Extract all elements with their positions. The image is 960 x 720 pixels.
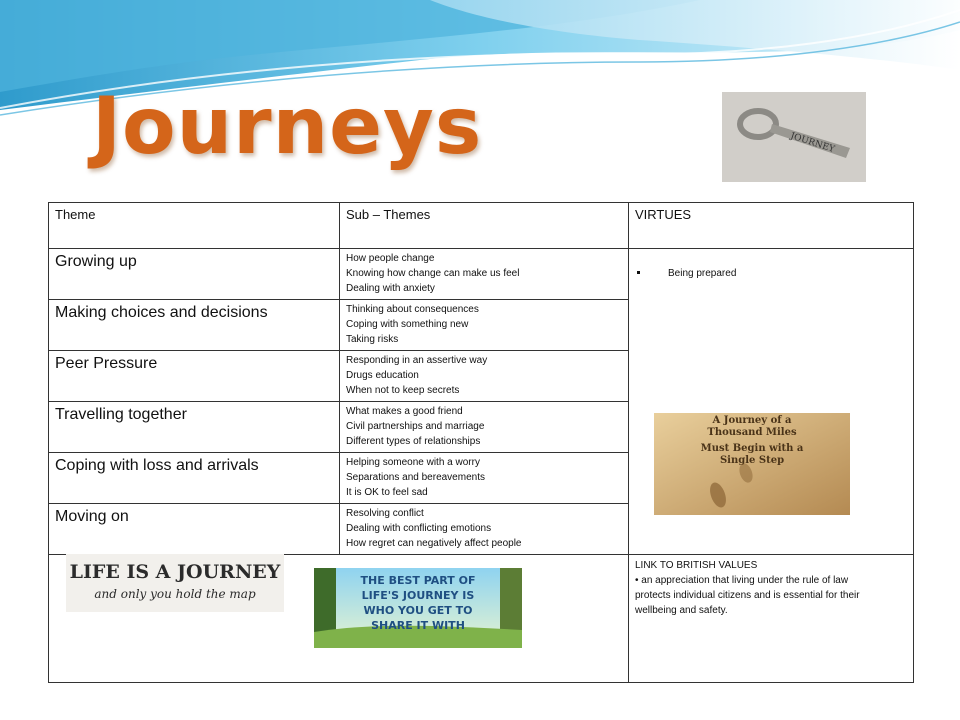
- footprint-quote-line: Must Begin with a: [700, 443, 804, 454]
- footprint-quote-line: Thousand Miles: [707, 427, 797, 438]
- british-values-heading: LINK TO BRITISH VALUES: [635, 560, 758, 571]
- theme-cell: Coping with loss and arrivals: [49, 453, 340, 504]
- subtheme-item: Knowing how change can make us feel: [346, 268, 520, 279]
- subtheme-item: Thinking about consequences: [346, 304, 479, 315]
- subtheme-item: How regret can negatively affect people: [346, 538, 522, 549]
- footprint-quote-line: Single Step: [719, 455, 785, 466]
- british-values-line: • an appreciation that living under the rule of law: [635, 575, 849, 586]
- subtheme-cell: [340, 402, 629, 453]
- key-label: JOURNEY: [789, 131, 836, 155]
- british-values-line: protects individual citizens and is essential for their: [635, 590, 860, 601]
- subtheme-cell: [340, 504, 629, 555]
- virtue-label: Being prepared: [668, 268, 737, 279]
- subtheme-item: Dealing with anxiety: [346, 283, 435, 294]
- share-image-line: LIFE'S JOURNEY IS: [361, 589, 475, 602]
- subtheme-item: Drugs education: [346, 370, 419, 381]
- footprint-quote-line: A Journey of a: [712, 415, 792, 426]
- best-part-journey-image: [314, 568, 522, 648]
- table-row: [49, 249, 914, 300]
- subtheme-item: What makes a good friend: [346, 406, 463, 417]
- virtue-item: [635, 268, 907, 279]
- life-image-line: LIFE IS A JOURNEY: [69, 561, 281, 583]
- subtheme-item: Civil partnerships and marriage: [346, 421, 485, 432]
- subtheme-item: When not to keep secrets: [346, 385, 460, 396]
- share-image-line: THE BEST PART OF: [360, 574, 476, 587]
- subtheme-item: Separations and bereavements: [346, 472, 485, 483]
- theme-cell: Peer Pressure: [49, 351, 340, 402]
- british-values-line: wellbeing and safety.: [635, 605, 728, 616]
- subtheme-item: Dealing with conflicting emotions: [346, 523, 492, 534]
- header-theme: Theme: [49, 203, 340, 249]
- subtheme-item: How people change: [346, 253, 435, 264]
- header-virtues: VIRTUES: [629, 203, 914, 249]
- subtheme-item: Resolving conflict: [346, 508, 424, 519]
- key-journey-image: [722, 92, 866, 182]
- subtheme-item: It is OK to feel sad: [346, 487, 428, 498]
- british-values-cell: [629, 555, 914, 683]
- share-image-line: WHO YOU GET TO: [363, 604, 473, 617]
- footprint-quote-image: [654, 413, 850, 515]
- subtheme-item: Taking risks: [346, 334, 399, 345]
- subtheme-item: Different types of relationships: [346, 436, 481, 447]
- life-image-line: and only you hold the map: [94, 587, 256, 601]
- theme-cell: Moving on: [49, 504, 340, 555]
- subtheme-cell: [340, 453, 629, 504]
- table-header-row: [49, 203, 914, 249]
- share-image-line: SHARE IT WITH: [371, 619, 465, 632]
- subtheme-item: Helping someone with a worry: [346, 457, 480, 468]
- subtheme-cell: [340, 249, 629, 300]
- subtheme-cell: [340, 351, 629, 402]
- theme-cell: Travelling together: [49, 402, 340, 453]
- bullet-square-icon: [637, 271, 640, 274]
- subtheme-cell: [340, 300, 629, 351]
- life-is-a-journey-image: [66, 554, 284, 612]
- page-title: Journeys: [92, 82, 483, 172]
- subtheme-item: Responding in an assertive way: [346, 355, 488, 366]
- theme-cell: Making choices and decisions: [49, 300, 340, 351]
- theme-cell: Growing up: [49, 249, 340, 300]
- subtheme-item: Coping with something new: [346, 319, 469, 330]
- header-subthemes: Sub – Themes: [340, 203, 629, 249]
